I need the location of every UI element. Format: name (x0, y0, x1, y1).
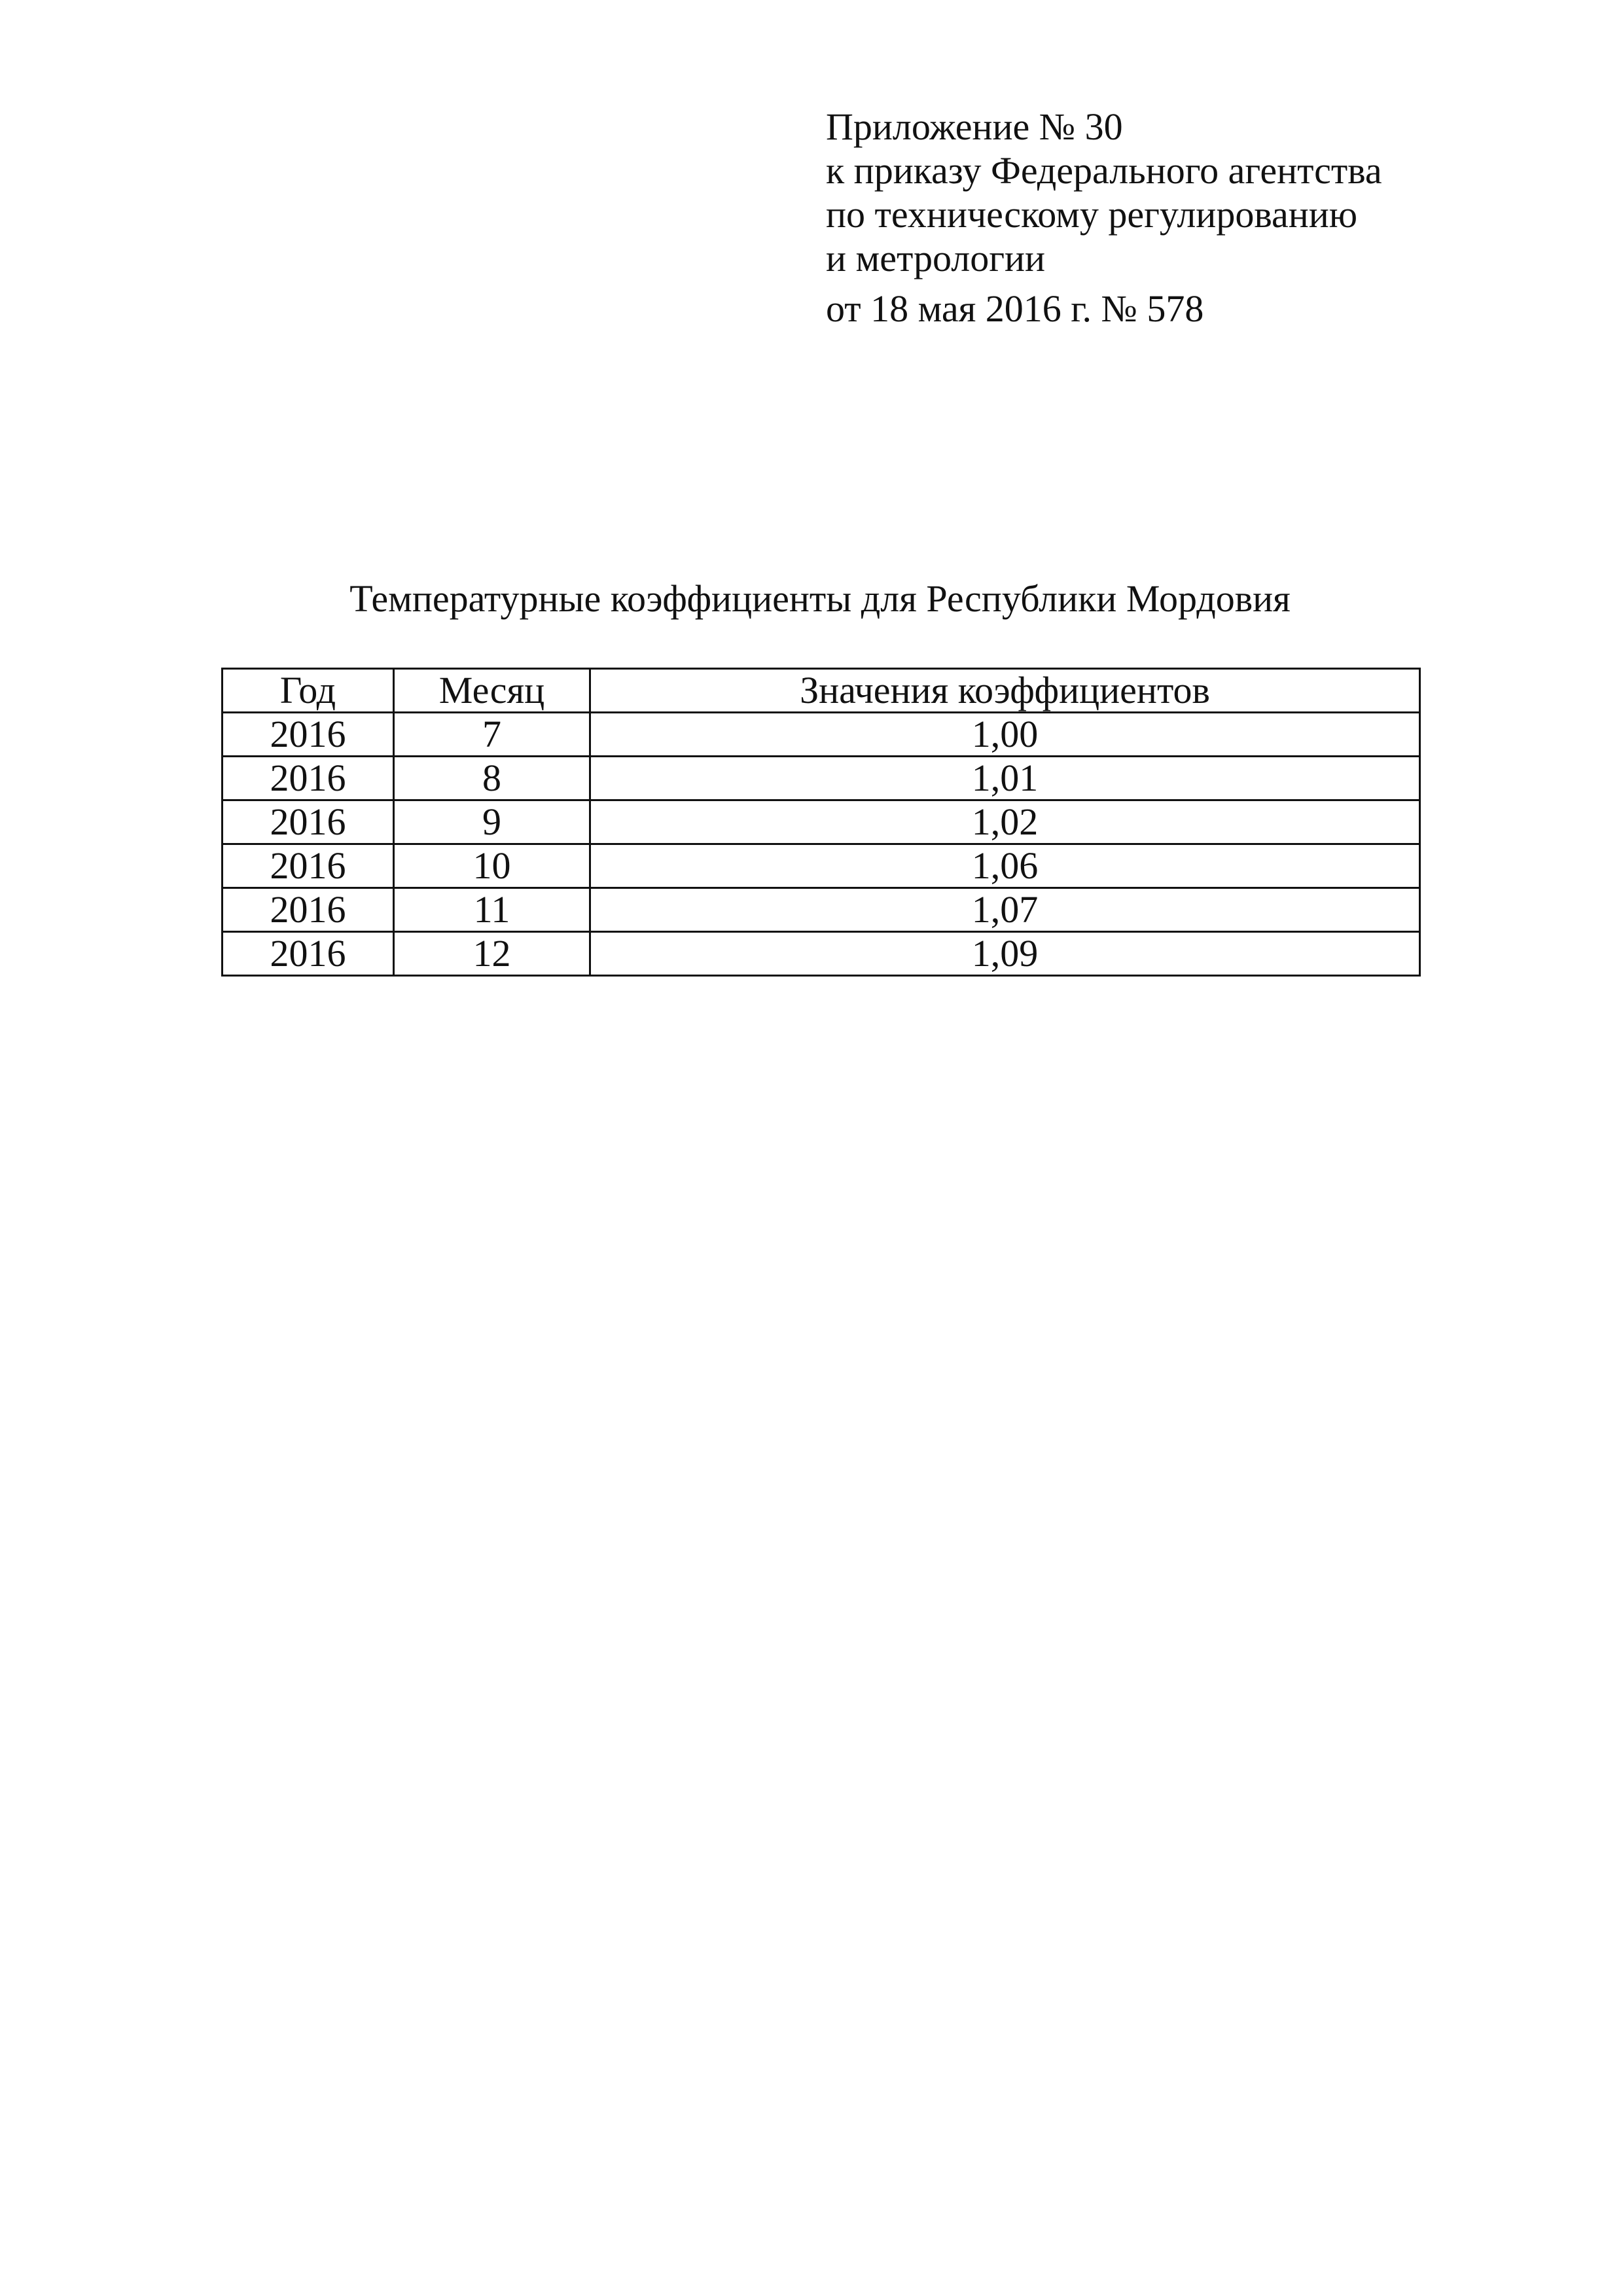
table-row (223, 932, 1420, 976)
table-row (223, 888, 1420, 932)
appendix-number: Приложение № 30 (826, 105, 1123, 148)
cell-value: 1,06 (590, 844, 1420, 888)
cell-year: 2016 (223, 713, 394, 757)
appendix-order-date: от 18 мая 2016 г. № 578 (826, 287, 1204, 330)
appendix-agency-cont: и метрологии (826, 237, 1046, 279)
table-row (223, 844, 1420, 888)
cell-year: 2016 (223, 932, 394, 976)
header-month: Месяц (394, 669, 590, 713)
cell-month: 11 (394, 888, 590, 932)
cell-value: 1,09 (590, 932, 1420, 976)
appendix-header (826, 105, 1578, 331)
cell-value: 1,02 (590, 800, 1420, 844)
cell-month: 9 (394, 800, 590, 844)
cell-year: 2016 (223, 888, 394, 932)
table-row (223, 757, 1420, 800)
table-row (223, 713, 1420, 757)
cell-value: 1,07 (590, 888, 1420, 932)
appendix-order-ref: к приказу Федерального агентства (826, 149, 1382, 192)
table-row (223, 800, 1420, 844)
cell-value: 1,01 (590, 757, 1420, 800)
header-value: Значения коэффициентов (590, 669, 1420, 713)
table-header-row (223, 669, 1420, 713)
cell-month: 7 (394, 713, 590, 757)
header-year: Год (223, 669, 394, 713)
table-title: Температурные коэффициенты для Республики Мордовия (349, 577, 1291, 620)
cell-month: 12 (394, 932, 590, 976)
cell-value: 1,00 (590, 713, 1420, 757)
coefficients-table (221, 668, 1421, 977)
cell-year: 2016 (223, 844, 394, 888)
cell-month: 8 (394, 757, 590, 800)
cell-year: 2016 (223, 757, 394, 800)
appendix-agency: по техническому регулированию (826, 193, 1358, 236)
cell-year: 2016 (223, 800, 394, 844)
cell-month: 10 (394, 844, 590, 888)
